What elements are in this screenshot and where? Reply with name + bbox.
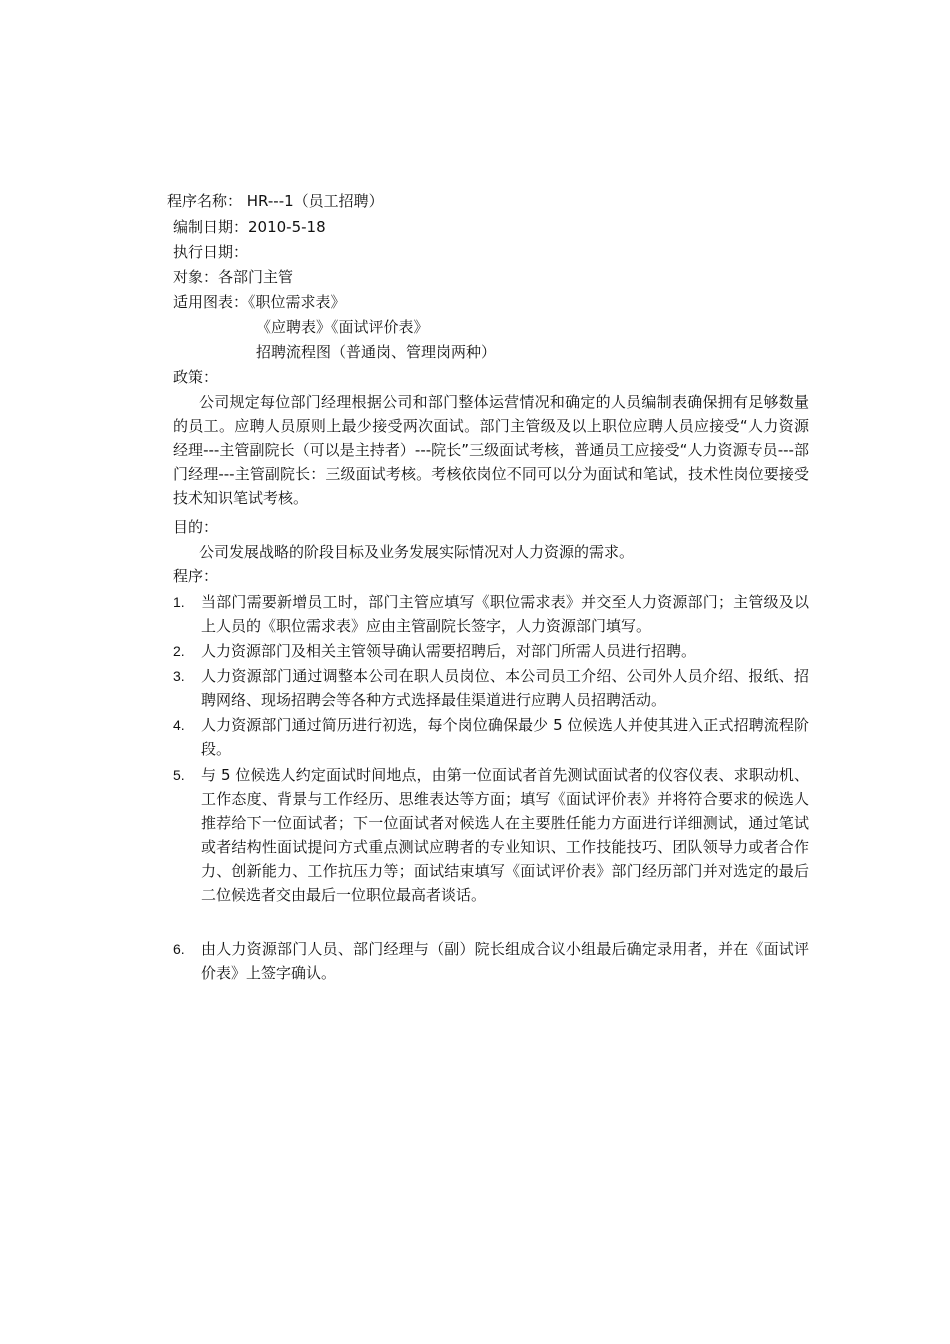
purpose-heading: 目的： [173,518,219,536]
procedure-heading: 程序： [173,567,219,585]
procedure-item [173,713,809,761]
procedure-item-text: 由人力资源部门人员、部门经理与（副）院长组成合议小组最后确定录用者，并在《面试评价表》上签字确认。 [201,940,809,982]
procedure-item-number: 2. [173,643,185,659]
program-name: 程序名称： HR---1（员工招聘） [167,192,384,210]
compile-date: 编制日期：2010-5-18 [173,218,326,236]
forms-line-3: 招聘流程图（普通岗、管理岗两种） [256,343,497,361]
policy-text: 公司规定每位部门经理根据公司和部门整体运营情况和确定的人员编制表确保拥有足够数量的员工。应聘人员原则上最少接受两次面试。部门主管级及以上职位应聘人员应接受“人力资源经理---主管副院长（可以是主持者）---院长”三级面试考核，普通员工应接受“人力资源专员---部门经理---主管副院长：三级面试考核。考核依岗位不同可以分为面试和笔试，技术性岗位要接受技术知识笔试考核。 [173,393,809,507]
procedure-item [173,590,809,638]
procedure-item-text: 与 5 位候选人约定面试时间地点，由第一位面试者首先测试面试者的仪容仪表、求职动机、工作态度、背景与工作经历、思维表达等方面；填写《面试评价表》并将符合要求的候选人推荐给下一位面试者；下一位面试者对候选人在主要胜任能力方面进行详细测试，通过笔试或者结构性面试提问方式重点测试应聘者的专业知识、工作技能技巧、团队领导力或者合作力、创新能力、工作抗压力等；面试结束填写《面试评价表》部门经历部门并对选定的最后二位候选者交由最后一位职位最高者谈话。 [201,766,809,904]
purpose-text: 公司发展战略的阶段目标及业务发展实际情况对人力资源的需求。 [199,543,635,561]
procedure-item-text: 当部门需要新增员工时，部门主管应填写《职位需求表》并交至人力资源部门；主管级及以上人员的《职位需求表》应由主管副院长签字，人力资源部门填写。 [201,593,809,635]
procedure-item-number: 1. [173,594,185,610]
procedure-item-text: 人力资源部门通过简历进行初选，每个岗位确保最少 5 位候选人并使其进入正式招聘流程阶段。 [201,716,809,758]
exec-date: 执行日期： [173,243,249,261]
procedure-item-text: 人力资源部门通过调整本公司在职人员岗位、本公司员工介绍、公司外人员介绍、报纸、招聘网络、现场招聘会等各种方式选择最佳渠道进行应聘人员招聘活动。 [201,667,809,709]
policy-heading: 政策： [173,368,219,386]
procedure-item-number: 6. [173,941,185,957]
procedure-item-number: 5. [173,767,185,783]
procedure-item [173,763,809,907]
procedure-item-number: 3. [173,668,185,684]
forms-line-2: 《应聘表》《面试评价表》 [256,318,429,336]
procedure-item-number: 4. [173,717,185,733]
target-audience: 对象：各部门主管 [173,268,294,286]
procedure-item [173,664,809,712]
forms-label: 适用图表：《职位需求表》 [173,293,346,311]
procedure-item [173,639,809,663]
procedure-item-text: 人力资源部门及相关主管领导确认需要招聘后，对部门所需人员进行招聘。 [201,642,697,660]
procedure-item [173,937,809,985]
